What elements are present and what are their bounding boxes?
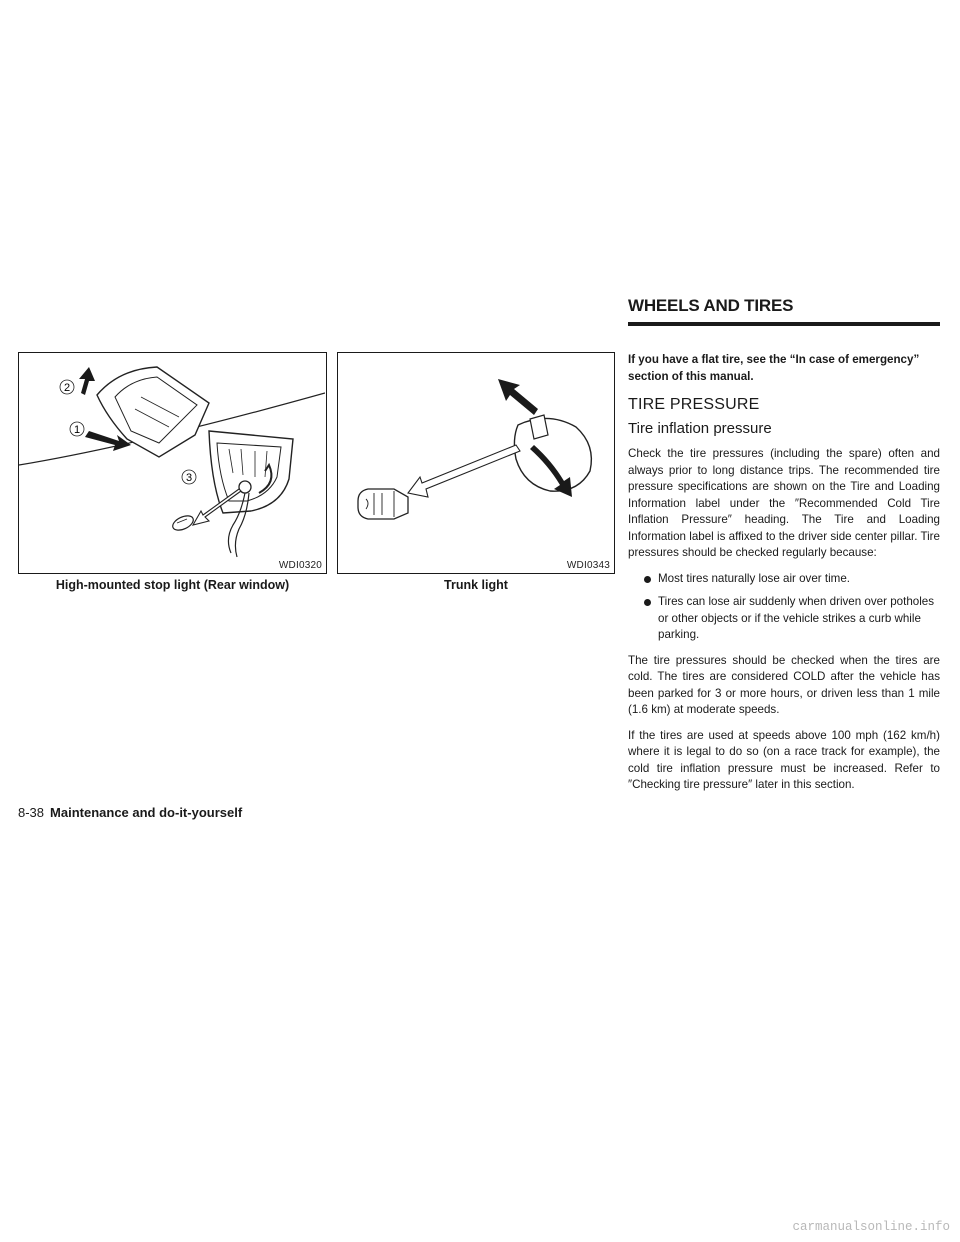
content-column [628, 352, 940, 803]
stop-light-illustration [19, 353, 325, 572]
callout-1: 1 [73, 424, 81, 436]
list-item: Tires can lose air suddenly when driven over potholes or other objects or if the vehicle strikes a curb while parking. [628, 594, 940, 644]
watermark: carmanualsonline.info [792, 1220, 950, 1234]
figure-caption: Trunk light [444, 578, 508, 592]
figure-caption: High-mounted stop light (Rear window) [55, 578, 290, 592]
section-rule [628, 322, 940, 326]
callout-2: 2 [63, 382, 71, 394]
figure-stop-light [18, 352, 327, 574]
figure-code: WDI0320 [278, 560, 322, 571]
subheading-inflation: Tire inflation pressure [628, 419, 772, 437]
footer-title: Maintenance and do-it-yourself [50, 805, 243, 820]
paragraph: The tire pressures should be checked when the tires are cold. The tires are considered COLD after the vehicle has been parked for 3 or more hours, or driven less than 1 mile (1.6 km) at moderate speeds. [628, 653, 940, 716]
bullet-list [628, 571, 940, 644]
list-item: Most tires naturally lose air over time. [628, 571, 940, 588]
callout-3: 3 [185, 472, 193, 484]
heading-tire-pressure: TIRE PRESSURE [628, 396, 760, 413]
figure-trunk-light [337, 352, 615, 574]
paragraph: If the tires are used at speeds above 100 mph (162 km/h) where it is legal to do so (on a race track for example), the cold tire inflation pressure must be increased. Refer to ″Checking tire pressure″ later in this section. [628, 728, 940, 791]
figure-code: WDI0343 [566, 560, 610, 571]
page-number: 8-38 [18, 805, 45, 820]
page-footer [18, 805, 242, 820]
section-header: WHEELS AND TIRES [628, 296, 794, 315]
flat-tire-note: If you have a flat tire, see the “In case of emergency” section of this manual. [628, 353, 920, 383]
paragraph: Check the tire pressures (including the spare) often and always prior to long distance trips. The recommended tire pressure specifications are shown on the Tire and Loading Information label under the ″Recommended Cold Tire Inflation Pressure″ heading. The Tire and Loading Information label is affixed to the driver side center pillar. Tire pressures should be checked regularly because: [628, 447, 940, 559]
trunk-light-illustration [338, 353, 613, 572]
